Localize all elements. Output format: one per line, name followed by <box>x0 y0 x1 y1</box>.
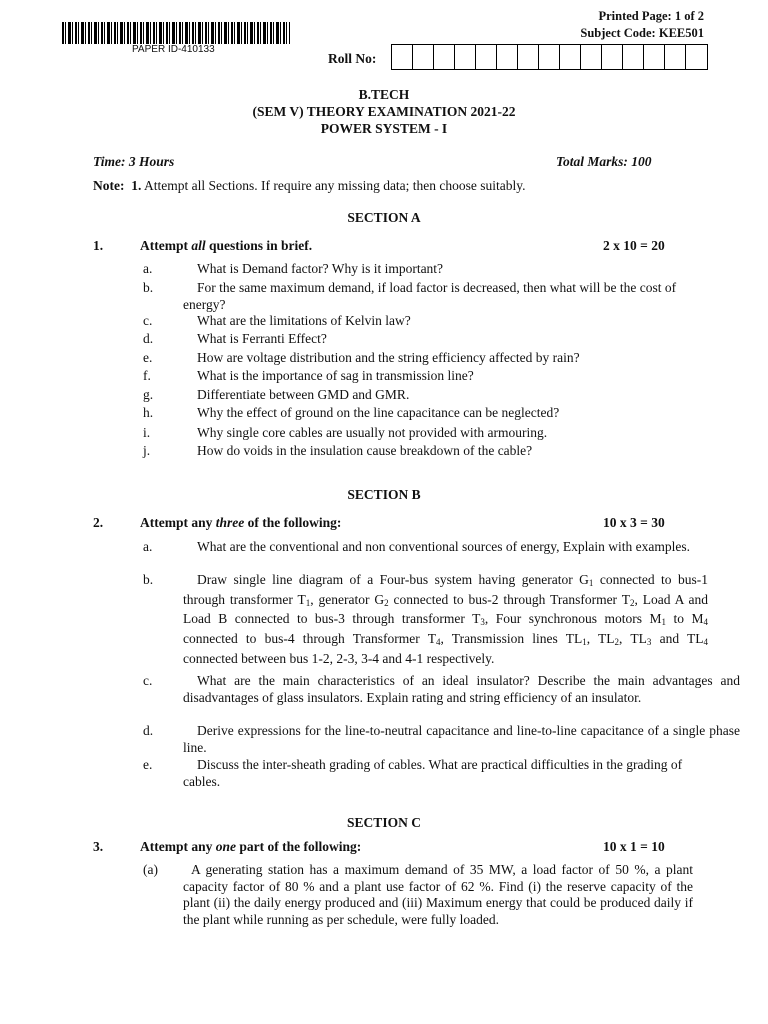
question-1e <box>143 350 740 367</box>
subscript: 3 <box>646 637 652 648</box>
subject-title: POWER SYSTEM - I <box>320 121 448 136</box>
item-label: d. <box>143 331 154 346</box>
text-run: and TL <box>651 631 704 647</box>
question-2a <box>143 539 693 556</box>
item-text: Differentiate between GMD and GMR. <box>197 387 410 402</box>
instruction-post: of the following: <box>244 515 342 530</box>
item-label: b. <box>143 572 154 587</box>
text-run: , Four synchronous motors M <box>484 611 662 627</box>
subscript: 1 <box>582 637 587 648</box>
note-text: Attempt all Sections. If require any missing data; then choose suitably. <box>141 178 526 193</box>
item-label: i. <box>143 425 151 440</box>
item-label: d. <box>143 723 154 738</box>
note <box>93 178 526 194</box>
note-number: 1. <box>131 178 142 193</box>
question-1h <box>143 405 740 422</box>
item-label: c. <box>143 313 153 328</box>
item-text: Discuss the inter-sheath grading of cables. What are practical difficulties in the grading of cables. <box>183 757 683 789</box>
roll-no-box[interactable] <box>581 45 602 69</box>
question-1b <box>143 280 693 313</box>
subject-code-value: KEE501 <box>658 26 704 40</box>
roll-no-box[interactable] <box>518 45 539 69</box>
subscript: 2 <box>614 637 620 648</box>
subscript: 4 <box>435 637 441 648</box>
roll-no-box[interactable] <box>644 45 665 69</box>
text-run: , TL <box>586 631 615 647</box>
subscript: 2 <box>629 597 635 608</box>
subscript: 1 <box>661 617 666 628</box>
item-label: a. <box>143 539 153 554</box>
item-text: Why the effect of ground on the line capacitance can be neglected? <box>197 405 560 420</box>
roll-no-box[interactable] <box>665 45 686 69</box>
printed-page: Printed Page: 1 of 2 <box>598 9 704 23</box>
item-label: b. <box>143 280 154 295</box>
roll-no-box[interactable] <box>392 45 413 69</box>
roll-no-box[interactable] <box>476 45 497 69</box>
roll-no-box[interactable] <box>602 45 623 69</box>
item-label: g. <box>143 387 154 402</box>
text-run: , Load A and Load B connected to bus-3 through transformer T <box>183 591 708 627</box>
item-text: What are the main characteristics of an ideal insulator? Describe the main advantages and disadvantages of glass insulators. Explain rating and string efficiency of an insulator. <box>183 673 740 705</box>
question-2-number: 2. <box>93 515 104 530</box>
item-label: e. <box>143 350 153 365</box>
roll-no-box[interactable] <box>560 45 581 69</box>
text-run: connected to bus-2 through Transformer T <box>388 591 630 607</box>
section-a-heading: SECTION A <box>347 210 421 225</box>
item-text: What are the conventional and non conventional sources of energy, Explain with examples. <box>197 539 690 554</box>
text-run: , generator G <box>310 591 385 607</box>
paper-id: PAPER ID-410133 <box>132 44 215 55</box>
item-text: A generating station has a maximum demand of 35 MW, a load factor of 50 %, a plant capacity factor of 80 % and a plant use factor of 62 %. Find (i) the reserve capacity of the plant (ii) the daily energy produced and (iii) Maximum energy that could be produced daily if the plant while running as per schedule, were fully loaded. <box>183 862 693 928</box>
instruction-post: part of the following: <box>236 839 362 854</box>
roll-no-box[interactable] <box>539 45 560 69</box>
instruction-emphasis: three <box>215 515 245 530</box>
section-b-heading: SECTION B <box>347 487 421 502</box>
roll-no-box[interactable] <box>623 45 644 69</box>
roll-no-box[interactable] <box>455 45 476 69</box>
roll-no-label: Roll No: <box>328 51 377 66</box>
question-1-marks: 2 x 10 = 20 <box>603 238 665 253</box>
subject-code-label: Subject Code: <box>580 26 659 40</box>
section-c-heading: SECTION C <box>347 815 421 830</box>
question-1i <box>143 425 740 442</box>
question-3-number: 3. <box>93 839 104 854</box>
total-marks: Total Marks: 100 <box>556 154 652 169</box>
roll-no-box[interactable] <box>497 45 518 69</box>
instruction-pre: Attempt <box>140 238 192 253</box>
subscript: 4 <box>703 637 709 648</box>
question-2c <box>143 673 740 706</box>
item-text: How do voids in the insulation cause breakdown of the cable? <box>197 443 533 458</box>
question-1-number: 1. <box>93 238 104 253</box>
question-1d <box>143 331 740 348</box>
item-text: What are the limitations of Kelvin law? <box>197 313 411 328</box>
item-text: What is the importance of sag in transmission line? <box>197 368 474 383</box>
item-label: e. <box>143 757 153 772</box>
subscript: 3 <box>480 617 485 628</box>
item-label: j. <box>143 443 151 458</box>
time-allowed: Time: 3 Hours <box>93 154 175 169</box>
text-run: Draw single line diagram of a Four-bus system having generator G <box>197 572 589 587</box>
item-label: h. <box>143 405 154 420</box>
question-2d <box>143 723 740 756</box>
subject-code <box>580 26 704 41</box>
question-3a <box>143 862 693 929</box>
degree-title: B.TECH <box>358 87 410 102</box>
subscript: 1 <box>588 578 594 588</box>
note-label: Note: <box>93 178 125 193</box>
roll-no-box[interactable] <box>413 45 434 69</box>
roll-no-boxes[interactable] <box>391 44 708 70</box>
question-1c <box>143 313 740 330</box>
question-2b <box>143 572 708 668</box>
question-2-instruction <box>140 515 341 531</box>
question-1g <box>143 387 740 404</box>
question-1j <box>143 443 740 460</box>
question-1-instruction <box>140 238 312 254</box>
instruction-pre: Attempt any <box>140 839 216 854</box>
text-run: , Transmission lines TL <box>440 631 583 647</box>
roll-no-box[interactable] <box>434 45 455 69</box>
item-text: For the same maximum demand, if load factor is decreased, then what will be the cost of energy? <box>183 280 677 312</box>
question-2-marks: 10 x 3 = 30 <box>603 515 665 530</box>
item-label: a. <box>143 261 153 276</box>
text-run: to M <box>666 611 704 627</box>
instruction-pre: Attempt any <box>140 515 216 530</box>
item-text: Derive expressions for the line-to-neutral capacitance and line-to-line capacitance of a single phase line. <box>183 723 740 755</box>
text-run: connected to bus-1 through transformer T <box>183 572 708 607</box>
text-run: connected between bus 1-2, 2-3, 3-4 and 4-1 respectively. <box>183 650 495 666</box>
instruction-emphasis: one <box>215 839 236 854</box>
subscript: 2 <box>384 597 389 608</box>
roll-no-box[interactable] <box>686 45 707 69</box>
item-label: f. <box>143 368 151 383</box>
question-1f <box>143 368 740 385</box>
subscript: 4 <box>703 617 708 628</box>
barcode <box>62 22 290 44</box>
instruction-emphasis: all <box>191 238 206 253</box>
text-run: , TL <box>619 631 647 647</box>
instruction-post: questions in brief. <box>205 238 313 253</box>
subscript: 1 <box>305 597 311 608</box>
question-1a <box>143 261 740 278</box>
item-text: What is Ferranti Effect? <box>197 331 327 346</box>
question-3-marks: 10 x 1 = 10 <box>603 839 665 854</box>
item-label: (a) <box>143 862 158 877</box>
item-text: Why single core cables are usually not provided with armouring. <box>197 425 548 440</box>
item-text <box>183 572 708 668</box>
item-text: What is Demand factor? Why is it important? <box>197 261 444 276</box>
question-3-instruction <box>140 839 361 855</box>
item-label: c. <box>143 673 153 688</box>
question-2e <box>143 757 693 790</box>
text-run: connected to bus-4 through Transformer T <box>183 631 436 647</box>
exam-title: (SEM V) THEORY EXAMINATION 2021-22 <box>252 104 516 119</box>
item-text: How are voltage distribution and the string efficiency affected by rain? <box>197 350 580 365</box>
